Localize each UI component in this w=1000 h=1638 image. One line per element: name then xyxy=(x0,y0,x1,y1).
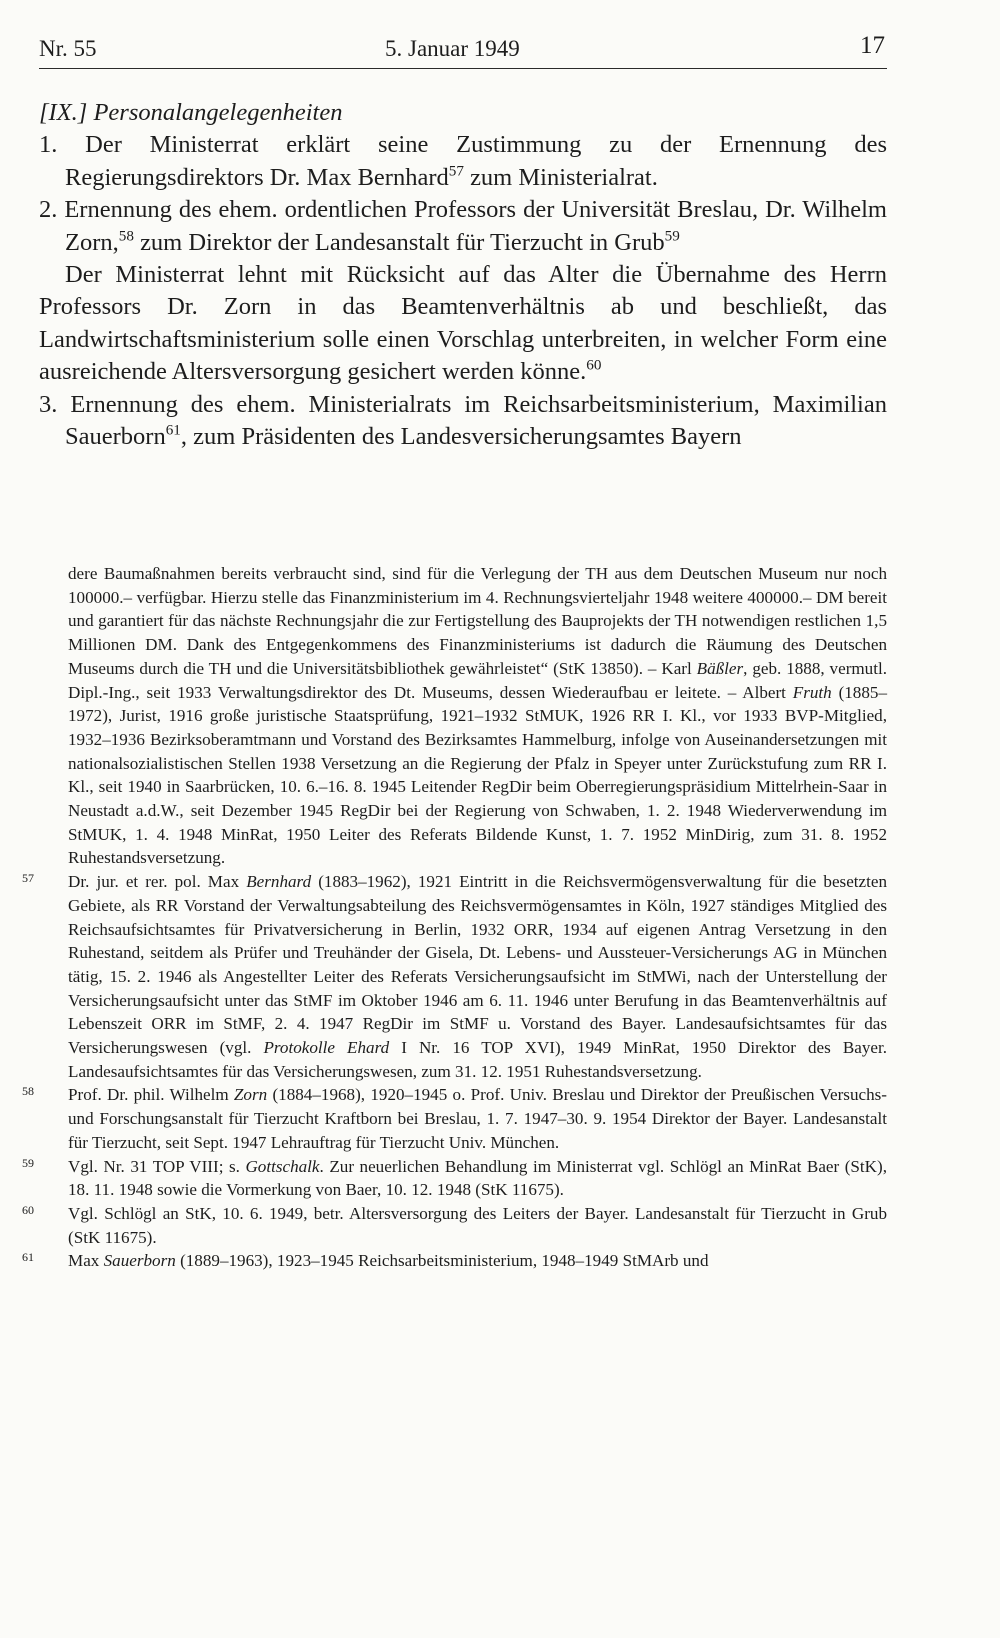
footnotes xyxy=(22,562,887,1273)
item-3-text-end: , zum Präsidenten des Landesversicherungsamtes Bayern xyxy=(180,423,742,451)
page-number: 17 xyxy=(860,32,885,59)
issue-number: Nr. 55 xyxy=(39,36,97,61)
section-heading xyxy=(39,97,887,129)
section-title: Personalangelegenheiten xyxy=(93,99,343,126)
footnote-58 xyxy=(22,1083,887,1154)
agenda-item-2 xyxy=(39,194,887,259)
footnote-59 xyxy=(22,1155,887,1202)
footnote-text: . Zur neuerlichen Behandlung im Ministerrat vgl. Schlögl an MinRat Baer (StK), 18. 11. 1948 sowie die Vormerkung von Baer, 10. 12. 1948 (StK 11675). xyxy=(68,1156,887,1200)
footnote-text: Vgl. Nr. 31 TOP VIII; s. xyxy=(68,1156,246,1176)
footnote-ref-61[interactable]: 61 xyxy=(165,421,181,439)
agenda-item-3 xyxy=(39,389,887,454)
footnote-ref-60[interactable]: 60 xyxy=(586,356,602,374)
footnote-text: (1884–1968), 1920–1945 o. Prof. Univ. Breslau und Direktor der Preußischen Versuchs- und Forschungsanstalt für Tierzucht Kraftborn bei Breslau, 1. 7. 1947–30. 9. 1954 Direktor der Bayer. Landesanstalt für Tierzucht, seit Sept. 1947 Lehrauftrag für Tierzucht Univ. München. xyxy=(68,1085,887,1152)
footnote-ref-57[interactable]: 57 xyxy=(448,162,464,180)
agenda-item-1 xyxy=(39,129,887,194)
section-number: [IX.] xyxy=(39,99,88,126)
footnote-text: Max xyxy=(68,1251,104,1271)
source-title: Protokolle Ehard xyxy=(263,1038,390,1058)
item-1-text-end: zum Ministerialrat. xyxy=(463,163,658,191)
running-header xyxy=(39,30,887,69)
footnote-61 xyxy=(22,1249,887,1273)
footnote-number: 58 xyxy=(22,1084,34,1099)
footnote-60 xyxy=(22,1202,887,1249)
footnote-ref-58[interactable]: 58 xyxy=(118,227,134,245)
person-name: Bernhard xyxy=(246,872,312,892)
footnote-text: (1889–1963), 1923–1945 Reichsarbeitsministerium, 1948–1949 StMArb und xyxy=(175,1251,709,1271)
item-1-text: 1. Der Ministerrat erklärt seine Zustimmung zu der Ernennung des Regierungsdirektors Dr. Max Bernhard xyxy=(39,131,887,191)
item-2-decision-text: Der Ministerrat lehnt mit Rücksicht auf das Alter die Übernahme des Herrn Professors Dr. Zorn in das Beamtenverhältnis ab und beschließt, das Landwirtschaftsministerium solle einen Vorschlag unterbreiten, in welcher Form eine ausreichende Altersversorgung gesichert werden könne. xyxy=(39,261,887,386)
person-name: Gottschalk xyxy=(245,1156,320,1176)
person-name: Fruth xyxy=(792,682,832,702)
person-name: Bäßler xyxy=(696,658,744,678)
session-date: 5. Januar 1949 xyxy=(385,36,520,61)
person-name: Sauerborn xyxy=(103,1251,176,1271)
footnote-text: Prof. Dr. phil. Wilhelm xyxy=(68,1085,234,1105)
item-2-text-end: zum Direktor der Landesanstalt für Tierzucht in Grub xyxy=(133,228,665,256)
footnote-text: Vgl. Schlögl an StK, 10. 6. 1949, betr. Altersversorgung des Leiters der Bayer. Landesanstalt für Tierzucht in Grub (StK 11675). xyxy=(68,1203,887,1247)
footnote-text: Dr. jur. et rer. pol. Max xyxy=(68,872,247,892)
footnote-number: 60 xyxy=(22,1202,34,1217)
footnote-text: (1885–1972), Jurist, 1916 große juristische Staatsprüfung, 1921–1932 StMUK, 1926 RR I. Kl., vor 1933 BVP-Mitglied, 1932–1936 Bezirksoberamtmann und Vorstand des Bezirksamtes Hammelburg, infolge von Auseinandersetzungen mit nationalsozialistischen Stellen 1938 Versetzung an die Regierung der Pfalz in Speyer unter Zurückstufung zum RR I. Kl., seit 1940 in Saarbrücken, 10. 6.–16. 8. 1945 Leitender RegDir beim Oberregierungspräsidium Mittelrhein-Saar in Neustadt a.d.W., seit Dezember 1945 RegDir bei der Regierung von Schwaben, 1. 2. 1948 Wiederverwendung im StMUK, 1. 4. 1948 MinRat, 1950 Leiter des Referats Bildende Kunst, 1. 7. 1952 MinDirig, zum 31. 8. 1952 Ruhestandsversetzung. xyxy=(68,682,887,868)
footnote-text: dere Baumaßnahmen bereits verbraucht sind, sind für die Verlegung der TH aus dem Deutschen Museum nur noch 100000.– verfügbar. Hierzu stelle das Finanzministerium im 4. Rechnungsvierteljahr 1948 weitere 400000.– DM bereit und garantiert für das nächste Rechnungsjahr die zur Fertigstellung des Bauprojekts der TH notwendigen restlichen 1,5 Millionen DM. Dank des Entgegenkommens des Finanzministeriums ist dadurch die Räumung des Deutschen Museums durch die TH und die Universitätsbibliothek gewährleistet“ (StK 13850). – Karl xyxy=(68,564,887,678)
main-text xyxy=(39,97,887,453)
person-name: Zorn xyxy=(233,1085,268,1105)
footnote-continued xyxy=(68,562,887,870)
item-2-decision xyxy=(39,259,887,389)
footnote-number: 61 xyxy=(22,1250,34,1265)
item-2-text: 2. Ernennung des ehem. ordentlichen Professors der Universität Breslau, Dr. Wilhelm Zorn, xyxy=(39,196,887,256)
item-3-text: 3. Ernennung des ehem. Ministerialrats im Reichsarbeitsministerium, Maximilian Sauerborn xyxy=(39,390,887,451)
footnote-ref-59[interactable]: 59 xyxy=(664,227,680,245)
footnote-text: (1883–1962), 1921 Eintritt in die Reichsvermögensverwaltung für die besetzten Gebiete, als RR Vorstand der Verwaltungsabteilung des Reichsvermögensamtes in Köln, 1927 ständiges Mitglied des Reichsaufsichtsamtes für Privatversicherung in Berlin, 1932 ORR, 1934 auf eigenen Antrag Versetzung in den Ruhestand, seitdem als Prüfer und Treuhänder der Gisela, Dt. Lebens- und Aussteuer-Versicherungs AG in München tätig, 15. 2. 1946 als Angestellter Leiter des Referats Versicherungsaufsicht im StMWi, nach der Unterstellung der Versicherungsaufsicht unter das StMF im Oktober 1946 am 6. 11. 1946 unter Berufung in das Beamtenverhältnis auf Lebenszeit ORR im StMF, 2. 4. 1947 RegDir im StMF u. Vorstand des Bayer. Landesaufsichtsamtes für das Versicherungswesen (vgl. xyxy=(68,872,887,1058)
footnote-number: 59 xyxy=(22,1155,34,1170)
footnote-57 xyxy=(22,870,887,1083)
footnote-text: , geb. 1888, vermutl. Dipl.-Ing., seit 1933 Verwaltungsdirektor des Dt. Museums, dessen Wiederaufbau er leitete. – Albert xyxy=(68,658,887,702)
footnote-text: I Nr. 16 TOP XVI), 1949 MinRat, 1950 Direktor des Bayer. Landesaufsichtsamtes für das Versicherungswesen, zum 31. 12. 1951 Ruhestandsversetzung. xyxy=(68,1038,887,1081)
footnote-number: 57 xyxy=(22,871,34,886)
